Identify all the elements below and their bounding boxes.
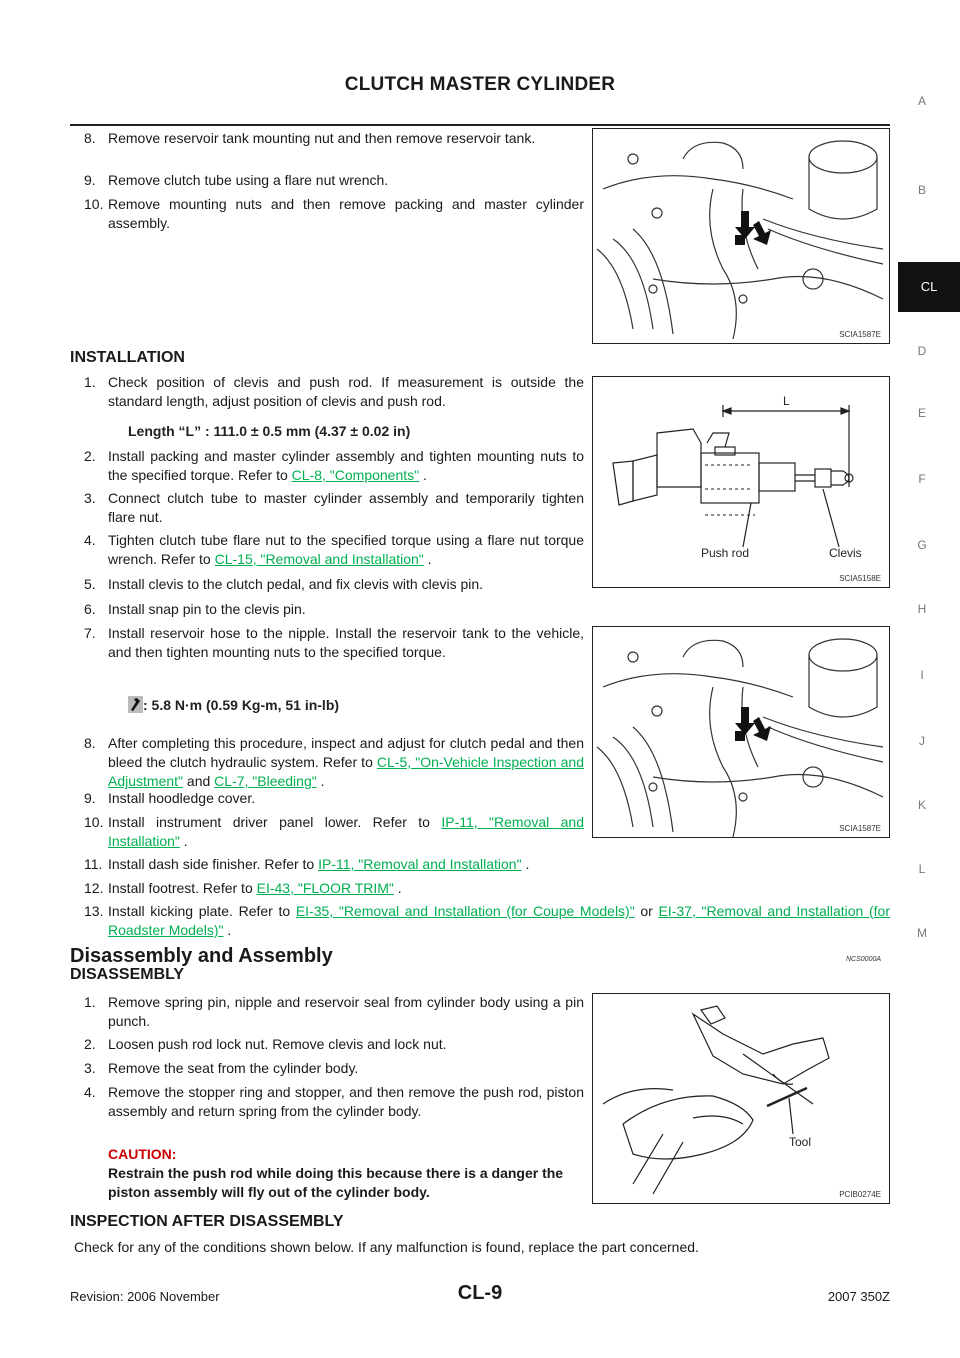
removal-step-8 — [84, 129, 584, 148]
step-number: 12. — [84, 880, 104, 896]
removal-step-9 — [84, 171, 584, 190]
step-text — [108, 813, 584, 851]
side-index-m[interactable]: M — [917, 926, 927, 940]
side-index-a[interactable]: A — [917, 94, 926, 108]
install-step-1 — [84, 373, 584, 411]
link-ei-35-coupe[interactable]: EI-35, "Removal and Installation (for Coupe Models)" — [295, 903, 635, 919]
step-number: 2. — [84, 448, 96, 464]
engine-bay-illustration — [593, 129, 889, 343]
install-step-6 — [84, 600, 584, 619]
caution-block — [108, 1145, 584, 1202]
link-cl-8-components[interactable]: CL-8, "Components" — [291, 467, 420, 483]
step-number: 4. — [84, 1084, 96, 1100]
inspection-heading: INSPECTION AFTER DISASSEMBLY — [70, 1213, 344, 1230]
figure-pin-punch — [592, 993, 890, 1204]
step-text-body: Install packing and master cylinder assembly and tighten mounting nuts to the specified torque. Refer to — [108, 448, 584, 483]
step-text: Connect clutch tube to master cylinder assembly and temporarily tighten flare nut. — [108, 490, 584, 525]
step-text-body: Tighten clutch tube flare nut to the specified torque using a flare nut torque wrench. Refer to — [108, 532, 584, 567]
label-push-rod: Push rod — [701, 546, 750, 560]
figure-push-rod-length — [592, 376, 890, 588]
step-text: Install snap pin to the clevis pin. — [108, 601, 306, 617]
disassembly-step-3 — [84, 1059, 584, 1078]
figure-code: PCIB0274E — [839, 1190, 881, 1199]
step-number: 3. — [84, 1060, 96, 1076]
step-number: 13. — [84, 903, 104, 919]
step-text: Install clevis to the clutch pedal, and fix clevis with clevis pin. — [108, 576, 484, 592]
disassembly-step-2 — [84, 1035, 584, 1054]
step-number: 10. — [84, 814, 104, 830]
label-length: L — [783, 394, 790, 408]
side-index-k[interactable]: K — [917, 798, 926, 812]
header-rule — [70, 124, 890, 126]
step-number: 10. — [84, 196, 104, 212]
step-text-body: Install footrest. Refer to — [108, 880, 257, 896]
side-index-b[interactable]: B — [917, 183, 926, 197]
page-title: CLUTCH MASTER CYLINDER — [344, 74, 616, 95]
figure-code: SCIA5158E — [839, 574, 881, 583]
step-text: Remove reservoir tank mounting nut and then remove reservoir tank. — [108, 130, 536, 146]
section-code: NCS0000A — [846, 956, 882, 963]
step-text — [108, 531, 584, 569]
install-step-2 — [84, 447, 584, 485]
push-rod-diagram — [593, 377, 889, 587]
install-step-10 — [84, 813, 584, 851]
side-index-i[interactable]: I — [920, 668, 924, 682]
page-number: CL-9 — [457, 1282, 503, 1304]
figure-code: SCIA1587E — [839, 330, 881, 339]
side-index-f[interactable]: F — [918, 472, 926, 486]
step-text-tail: . — [393, 880, 402, 896]
step-number: 6. — [84, 601, 96, 617]
label-tool: Tool — [789, 1135, 812, 1149]
install-step-5 — [84, 575, 584, 594]
disassembly-step-1 — [84, 993, 584, 1031]
step-number: 1. — [84, 374, 96, 390]
install-step-8 — [84, 734, 584, 791]
disassembly-step-4 — [84, 1083, 584, 1121]
step-number: 11. — [84, 856, 103, 872]
step-text-body: After completing this procedure, inspect and adjust for clutch pedal and then bleed the clutch hydraulic system. Refer to — [108, 735, 584, 770]
disassembly-assembly-heading: Disassembly and Assembly — [70, 945, 333, 967]
step-number: 9. — [84, 172, 96, 188]
installation-heading: INSTALLATION — [70, 349, 185, 366]
step-text: Remove the seat from the cylinder body. — [108, 1060, 359, 1076]
step-text-mid: or — [634, 903, 659, 919]
step-text-body: Install kicking plate. Refer to — [108, 903, 296, 919]
step-text — [108, 734, 584, 791]
link-ip-11-removal[interactable]: IP-11, "Removal and Installation" — [108, 814, 584, 849]
step-text-tail: . — [521, 856, 530, 872]
install-step-9 — [84, 789, 584, 808]
step-number: 1. — [84, 994, 96, 1010]
step-text — [108, 902, 890, 940]
step-text: Remove the stopper ring and stopper, and then remove the push rod, piston assembly and return spring from the cylinder body. — [108, 1084, 584, 1119]
torque-spec-text: : 5.8 N·m (0.59 Kg-m, 51 in-lb) — [143, 697, 340, 713]
step-number: 5. — [84, 576, 96, 592]
step-text: Remove spring pin, nipple and reservoir seal from cylinder body using a pin punch. — [108, 994, 584, 1029]
step-number: 2. — [84, 1036, 96, 1052]
install-step-4 — [84, 531, 584, 569]
step-text: Install hoodledge cover. — [108, 790, 256, 806]
length-spec: Length “L” : 111.0 ± 0.5 mm (4.37 ± 0.02 in) — [128, 423, 411, 439]
link-ei-37-roadster[interactable]: EI-37, "Removal and Installation (for Roadster Models)" — [108, 903, 890, 938]
link-cl-5-inspection[interactable]: CL-5, "On-Vehicle Inspection and Adjustment" — [108, 754, 584, 789]
caution-label: CAUTION: — [108, 1146, 177, 1162]
removal-step-10 — [84, 195, 584, 233]
step-text-body: Install instrument driver panel lower. Refer to — [108, 814, 442, 830]
step-text: Remove mounting nuts and then remove packing and master cylinder assembly. — [108, 196, 584, 231]
install-step-13 — [84, 902, 890, 940]
pin-punch-illustration — [593, 994, 889, 1203]
step-number: 8. — [84, 130, 96, 146]
step-text: Remove clutch tube using a flare nut wrench. — [108, 172, 389, 188]
engine-bay-illustration — [593, 627, 889, 837]
step-number: 9. — [84, 790, 96, 806]
torque-wrench-icon — [128, 696, 143, 713]
figure-engine-bay-2 — [592, 626, 890, 838]
link-cl-15-removal[interactable]: CL-15, "Removal and Installation" — [214, 551, 424, 567]
torque-spec — [128, 696, 339, 713]
step-number: 4. — [84, 532, 96, 548]
install-step-11 — [84, 855, 890, 874]
link-ip-11-removal-2[interactable]: IP-11, "Removal and Installation" — [318, 856, 522, 872]
step-text: Loosen push rod lock nut. Remove clevis and lock nut. — [108, 1036, 447, 1052]
install-step-12 — [84, 879, 890, 898]
side-index-e[interactable]: E — [917, 406, 926, 420]
link-cl-7-bleeding[interactable]: CL-7, "Bleeding" — [214, 773, 317, 789]
label-clevis: Clevis — [829, 546, 862, 560]
step-number: 7. — [84, 625, 96, 641]
footer-revision: Revision: 2006 November — [70, 1289, 220, 1304]
side-index-h[interactable]: H — [917, 602, 927, 616]
step-number: 3. — [84, 490, 96, 506]
step-text-tail: . — [316, 773, 325, 789]
footer-model: 2007 350Z — [827, 1289, 890, 1304]
install-step-3 — [84, 489, 584, 527]
side-index-d[interactable]: D — [917, 344, 927, 358]
side-index-cl-active[interactable]: CL — [898, 262, 960, 312]
side-index-g[interactable]: G — [917, 538, 927, 552]
step-text-mid: and — [183, 773, 215, 789]
step-text-tail: . — [223, 922, 232, 938]
figure-code: SCIA1587E — [839, 824, 881, 833]
disassembly-subheading: DISASSEMBLY — [70, 966, 185, 983]
step-text — [108, 879, 890, 898]
step-text-body: Install dash side finisher. Refer to — [108, 856, 319, 872]
step-text — [108, 855, 890, 874]
side-index-j[interactable]: J — [919, 734, 925, 748]
step-text: Check position of clevis and push rod. If measurement is outside the standard length, adjust position of clevis and push rod. — [108, 374, 584, 409]
inspection-text: Check for any of the conditions shown below. If any malfunction is found, replace the part concerned. — [74, 1239, 699, 1255]
caution-text: Restrain the push rod while doing this because there is a danger the piston assembly will fly out of the cylinder body. — [108, 1165, 564, 1200]
step-text — [108, 447, 584, 485]
link-ei-43-floor-trim[interactable]: EI-43, "FLOOR TRIM" — [256, 880, 394, 896]
side-index-l[interactable]: L — [918, 862, 926, 876]
step-number: 8. — [84, 735, 96, 751]
step-text-tail: . — [423, 551, 432, 567]
install-step-7 — [84, 624, 584, 662]
figure-engine-bay-1 — [592, 128, 890, 344]
step-text-tail: . — [179, 833, 188, 849]
step-text: Install reservoir hose to the nipple. Install the reservoir tank to the vehicle, and then tighten mounting nuts to the specified torque. — [108, 625, 584, 660]
step-text-tail: . — [419, 467, 427, 483]
